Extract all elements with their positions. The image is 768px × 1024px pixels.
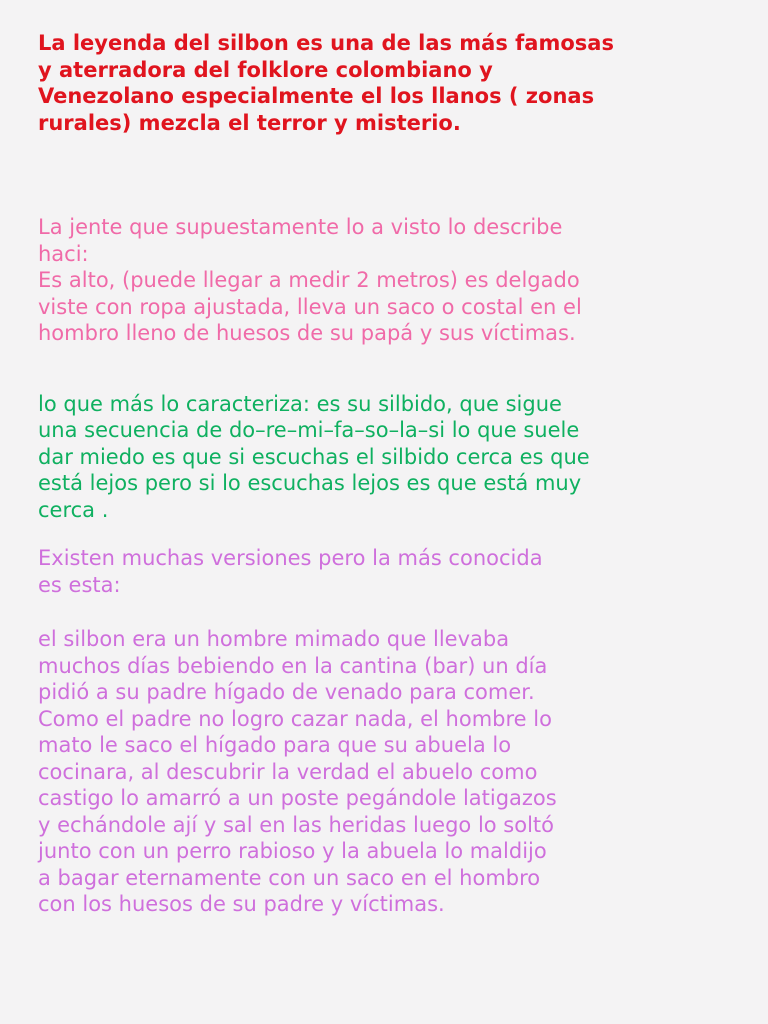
paragraph-intro: [38, 30, 734, 136]
text-line: lo que más lo caracteriza: es su silbido, que sigue: [38, 391, 562, 416]
text-line: y aterradora del folklore colombiano y: [38, 57, 493, 82]
text-line: dar miedo es que si escuchas el silbido cerca es que: [38, 444, 590, 469]
text-line: cerca .: [38, 497, 109, 522]
text-line: una secuencia de do–re–mi–fa–so–la–si lo que suele: [38, 418, 580, 442]
paragraph-story: [38, 626, 734, 918]
text-line: el silbon era un hombre mimado que llevaba: [38, 627, 510, 651]
text-line: haci:: [38, 241, 89, 266]
text-line: está lejos pero si lo escuchas lejos es que está muy: [38, 471, 582, 495]
text-line: Es alto, (puede llegar a medir 2 metros) es delgado: [38, 268, 580, 292]
text-line: La leyenda del silbon es una de las más famosas: [38, 31, 614, 55]
text-line: Como el padre no logro cazar nada, el hombre lo: [38, 706, 552, 731]
text-line: castigo lo amarró a un poste pegándole latigazos: [38, 786, 557, 810]
text-line: con los huesos de su padre y víctimas.: [38, 892, 445, 916]
text-line: junto con un perro rabioso y la abuela lo maldijo: [38, 839, 547, 863]
text-line: pidió a su padre hígado de venado para comer.: [38, 680, 535, 704]
text-line: es esta:: [38, 572, 121, 597]
text-line: rurales) mezcla el terror y misterio.: [38, 110, 461, 135]
text-line: viste con ropa ajustada, lleva un saco o costal en el: [38, 294, 582, 319]
paragraph-versions: [38, 545, 734, 598]
paragraph-description: [38, 214, 734, 347]
text-line: hombro lleno de huesos de su papá y sus víctimas.: [38, 321, 576, 345]
text-line: La jente que supuestamente lo a visto lo describe: [38, 215, 563, 239]
paragraph-whistle: [38, 391, 734, 524]
text-line: y echándole ají y sal en las heridas luego lo soltó: [38, 812, 555, 837]
text-line: muchos días bebiendo en la cantina (bar) un día: [38, 653, 548, 678]
text-line: a bagar eternamente con un saco en el hombro: [38, 865, 541, 890]
text-line: Venezolano especialmente el los llanos ( zonas: [38, 84, 595, 108]
text-line: Existen muchas versiones pero la más conocida: [38, 546, 543, 570]
text-line: cocinara, al descubrir la verdad el abuelo como: [38, 759, 538, 784]
text-line: mato le saco el hígado para que su abuela lo: [38, 733, 512, 757]
